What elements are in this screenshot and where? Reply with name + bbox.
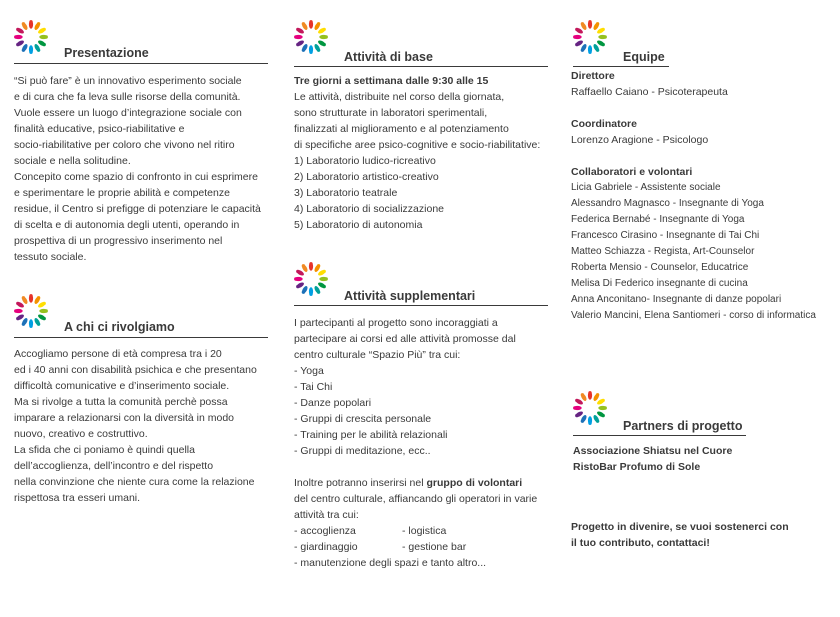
text-line: Ma si rivolge a tutta la comunità perchè possa — [14, 396, 228, 408]
text-line: di specifiche aree psico-cognitive e socio-riabilitative: — [294, 139, 541, 151]
text-line: sociale e nella solitudine. — [14, 155, 131, 167]
text-line: 3) Laboratorio teatrale — [294, 187, 398, 199]
value-coordinatore: Lorenzo Aragione - Psicologo — [571, 134, 709, 146]
logo-ring-icon — [14, 20, 48, 54]
title-partners: Partners di progetto — [623, 419, 743, 433]
text-line: Vuole essere un luogo d’integrazione sociale con — [14, 107, 242, 119]
text-line: 1) Laboratorio ludico-ricreativo — [294, 155, 436, 167]
text-line: Concepito come spazio di confronto in cui esprimere — [14, 171, 258, 183]
text-line: attività tra cui: — [294, 509, 359, 521]
rule-supplementari — [294, 305, 548, 306]
text-line: finalizzati al miglioramento e al potenziamento — [294, 123, 509, 135]
text-line: I partecipanti al progetto sono incoraggiati a — [294, 317, 498, 329]
text-line: - Gruppi di meditazione, ecc.. — [294, 445, 431, 457]
list-item: Associazione Shiatsu nel Cuore — [573, 445, 733, 457]
label-coordinatore: Coordinatore — [571, 118, 637, 130]
text-line: - Danze popolari — [294, 397, 372, 409]
list-item: Licia Gabriele - Assistente sociale — [571, 182, 721, 193]
text-line: 5) Laboratorio di autonomia — [294, 219, 423, 231]
logo-ring-icon — [573, 20, 607, 54]
list-item: Valerio Mancini, Elena Santiomeri - corso di informatica — [571, 310, 816, 321]
text-line: il tuo contributo, contattaci! — [571, 537, 710, 549]
list-item: Francesco Cirasino - Insegnante di Tai Chi — [571, 230, 760, 241]
title-presentazione: Presentazione — [64, 46, 149, 60]
task-last: - manutenzione degli spazi e tanto altro... — [294, 557, 487, 569]
text-line: Progetto in divenire, se vuoi sostenerci con — [571, 521, 789, 533]
text-line: - Gruppi di crescita personale — [294, 413, 432, 425]
text-line: partecipare ai corsi ed alle attività promosse dal — [294, 333, 516, 345]
list-item: RistoBar Profumo di Sole — [573, 461, 701, 473]
schedule-text: Tre giorni a settimana dalle 9:30 alle 15 — [294, 75, 489, 87]
title-a-chi-ci-rivolgiamo: A chi ci rivolgiamo — [64, 320, 175, 334]
list-item: Federica Bernabé - Insegnante di Yoga — [571, 214, 745, 225]
rule-base — [294, 66, 548, 67]
text-line: del centro culturale, affiancando gli operatori in varie — [294, 493, 538, 505]
text-presentazione — [14, 73, 261, 265]
text-line: - Tai Chi — [294, 381, 333, 393]
text-line: tessuto sociale. — [14, 251, 87, 263]
text-line: difficoltà comunicative e d’inserimento sociale. — [14, 380, 230, 392]
rule-presentazione — [14, 63, 268, 64]
rule-equipe — [573, 66, 669, 67]
text-line: residue, il Centro si prefigge di potenziare le capacità — [14, 203, 261, 215]
list-collaboratori — [571, 180, 816, 324]
text-line: Accogliamo persone di età compresa tra i 20 — [14, 348, 222, 360]
text-line: 2) Laboratorio artistico-creativo — [294, 171, 439, 183]
list-item: Matteo Schiazza - Regista, Art-Counselor — [571, 246, 755, 257]
list-item: Roberta Mensio - Counselor, Educatrice — [571, 262, 749, 273]
list-item: Alessandro Magnasco - Insegnante di Yoga — [571, 198, 764, 209]
label-collaboratori: Collaboratori e volontari — [571, 166, 693, 178]
rule-partners — [573, 435, 746, 436]
text-line: nuovo, creativo e costruttivo. — [14, 428, 148, 440]
text-line: rispettosa tra esseri umani. — [14, 492, 141, 504]
list-item: Melisa Di Federico insegnante di cucina — [571, 278, 748, 289]
logo-ring-icon — [294, 262, 328, 296]
text-attivita-di-base — [294, 89, 540, 233]
rule-rivolgiamo — [14, 337, 268, 338]
text-line: socio-riabilitative per coloro che vivono nel ritiro — [14, 139, 235, 151]
list-item: Anna Anconitano- Insegnante di danze popolari — [571, 294, 782, 305]
title-attivita-di-base: Attività di base — [344, 50, 433, 64]
logo-ring-icon — [573, 391, 607, 425]
logo-ring-icon — [14, 294, 48, 328]
volunteer-text — [294, 491, 537, 523]
text-line: ed i 40 anni con disabilità psichica e che presentano — [14, 364, 257, 376]
text-line: finalità educative, psico-riabilitative e — [14, 123, 185, 135]
logo-ring-icon — [294, 20, 328, 54]
text-line: - Training per le abilità relazionali — [294, 429, 448, 441]
text-line: - Yoga — [294, 365, 324, 377]
text-attivita-supplementari — [294, 315, 516, 459]
text-line: dell’accoglienza, dell’incontro e del rispetto — [14, 460, 214, 472]
text-line: e di cura che fa leva sulle risorse della comunità. — [14, 91, 241, 103]
value-direttore: Raffaello Caiano - Psicoterapeuta — [571, 86, 728, 98]
text-line: e sperimentare le proprie abilità e competenze — [14, 187, 230, 199]
text-line: prospettiva di un progressivo inserimento nel — [14, 235, 223, 247]
title-attivita-supplementari: Attività supplementari — [344, 289, 476, 303]
text-line: Le attività, distribuite nel corso della giornata, — [294, 91, 505, 103]
text-line: “Si può fare” è un innovativo esperimento sociale — [14, 75, 242, 87]
task-row: - accoglienza - logistica — [294, 525, 447, 537]
text-line: imparare a relazionarsi con la diversità in modo — [14, 412, 235, 424]
text-line: di scelta e di autonomia degli utenti, operando in — [14, 219, 240, 231]
task-row: - giardinaggio - gestione bar — [294, 541, 467, 553]
volunteer-intro: Inoltre potranno inserirsi nel gruppo di volontari — [294, 477, 523, 489]
title-equipe: Equipe — [623, 50, 665, 64]
text-line: centro culturale “Spazio Più” tra cui: — [294, 349, 461, 361]
appeal-text — [571, 519, 789, 551]
text-line: sono strutturate in laboratori sperimentali, — [294, 107, 488, 119]
label-direttore: Direttore — [571, 70, 615, 82]
text-line: nella convinzione che niente cura come la relazione — [14, 476, 255, 488]
text-line: 4) Laboratorio di socializzazione — [294, 203, 444, 215]
text-line: La sfida che ci poniamo è quindi quella — [14, 444, 195, 456]
text-rivolgiamo — [14, 346, 257, 506]
list-partners — [573, 443, 732, 475]
